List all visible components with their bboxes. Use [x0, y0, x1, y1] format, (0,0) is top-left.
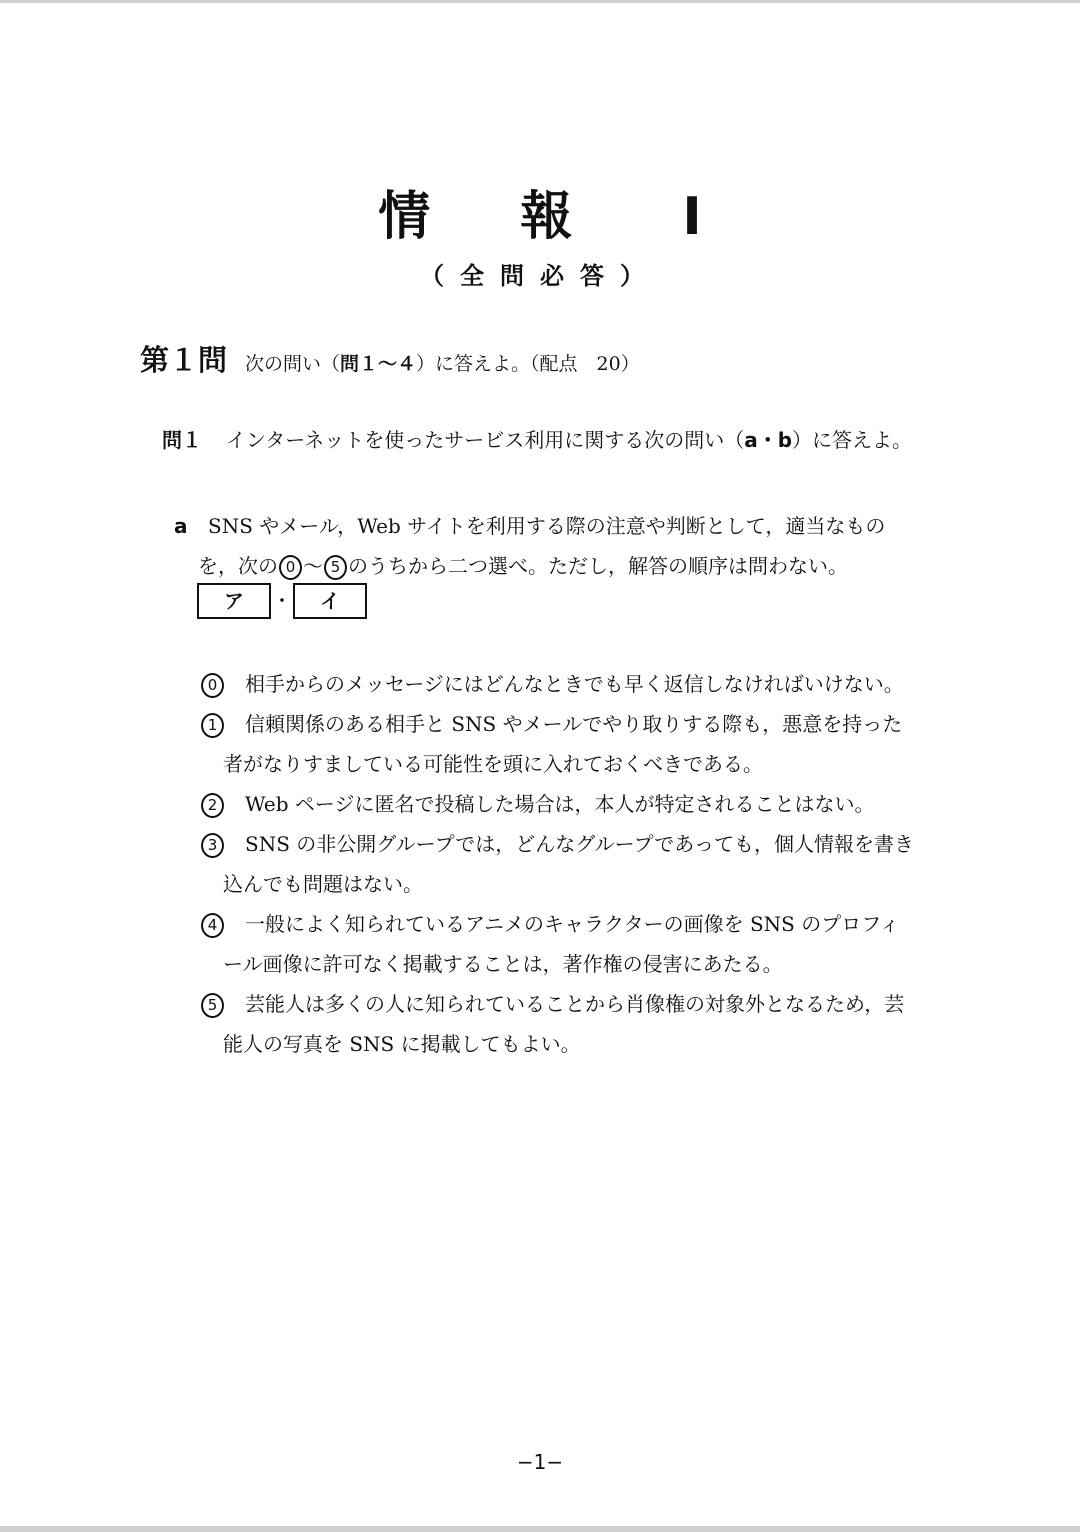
choice-list — [201, 664, 946, 1064]
choice-number: 3 — [201, 833, 224, 858]
answer-box-a[interactable]: ア — [197, 583, 271, 619]
section-heading — [140, 338, 640, 382]
answer-boxes — [197, 583, 367, 619]
part-a — [174, 506, 934, 586]
title-char-3: Ⅰ — [682, 187, 702, 247]
page-title — [0, 185, 1080, 249]
part-a-letter: a — [174, 514, 188, 538]
section-instruction: 次の問い（問１～４）に答えよ。（配点 20） — [245, 353, 640, 375]
choice-item: 5 芸能人は多くの人に知られていることから肖像権の対象外となるため，芸 能人の写真を SNS に掲載してもよい。 — [201, 984, 946, 1064]
page-bottom-edge — [0, 1526, 1080, 1532]
question-1-text: インターネットを使ったサービス利用に関する次の問い（a・b）に答えよ。 — [226, 428, 913, 452]
choice-ref-start: 0 — [279, 555, 302, 580]
choice-item: 0 相手からのメッセージにはどんなときでも早く返信しなければいけない。 — [201, 664, 946, 704]
choice-item: 2 Web ページに匿名で投稿した場合は，本人が特定されることはない。 — [201, 784, 946, 824]
choice-item: 1 信頼関係のある相手と SNS やメールでやり取りする際も，悪意を持った 者がなりすましている可能性を頭に入れておくべきである。 — [201, 704, 946, 784]
part-a-line-2: を，次の 0 ～ 5 のうちから二つ選べ。ただし，解答の順序は問わない。 — [198, 554, 848, 578]
choice-item: 4 一般によく知られているアニメのキャラクターの画像を SNS のプロフィ ール画像に許可なく掲載することは，著作権の侵害にあたる。 — [201, 904, 946, 984]
section-number: 第１問 — [140, 343, 228, 377]
page-top-edge — [0, 0, 1080, 3]
title-char-2: 報 — [520, 187, 573, 247]
choice-number: 4 — [201, 913, 224, 938]
choice-ref-end: 5 — [324, 555, 347, 580]
choice-number: 1 — [201, 713, 224, 738]
page-subtitle: （全問必答） — [420, 262, 660, 290]
question-1-number: 問１ — [162, 428, 202, 452]
page-number: −1− — [516, 1450, 564, 1474]
answer-separator: ・ — [273, 591, 290, 610]
choice-item: 3 SNS の非公開グループでは，どんなグループであっても，個人情報を書き 込んでも問題はない。 — [201, 824, 946, 904]
choice-number: 0 — [201, 673, 224, 698]
answer-box-i[interactable]: イ — [293, 583, 367, 619]
choice-number: 5 — [201, 993, 224, 1018]
part-a-line-1: a SNS やメール，Web サイトを利用する際の注意や判断として，適当なもの — [174, 506, 934, 546]
choice-number: 2 — [201, 793, 224, 818]
title-char-1: 情 — [378, 187, 431, 247]
question-1 — [162, 424, 912, 453]
